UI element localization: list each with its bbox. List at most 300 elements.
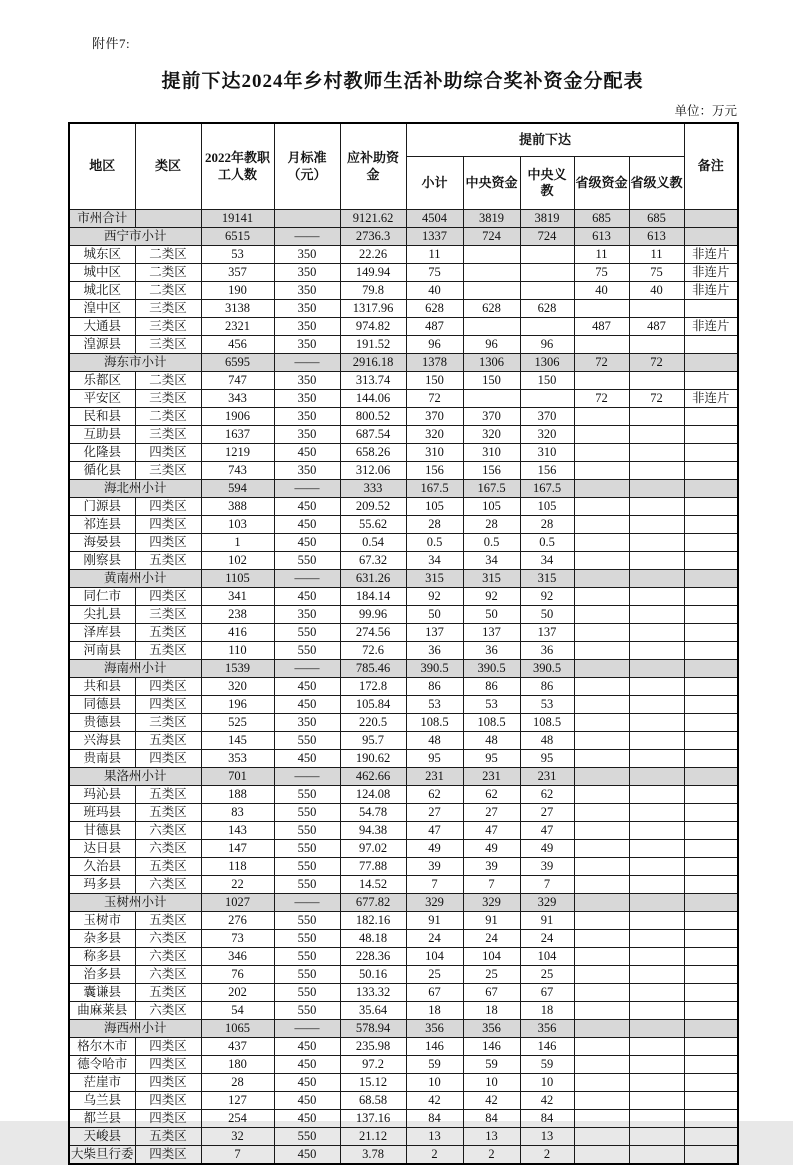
cell-provincial-fund xyxy=(574,552,629,570)
cell-subtotal: 137 xyxy=(406,624,463,642)
cell-provincial-compulsory xyxy=(629,786,684,804)
cell-provincial-compulsory xyxy=(629,408,684,426)
cell-central-fund: 1306 xyxy=(463,354,520,372)
cell-central-fund: 150 xyxy=(463,372,520,390)
cell-remark xyxy=(684,678,738,696)
cell-subtotal: 320 xyxy=(406,426,463,444)
cell-remark xyxy=(684,588,738,606)
cell-provincial-compulsory: 685 xyxy=(629,210,684,228)
cell-region: 茫崖市 xyxy=(69,1074,135,1092)
cell-staff: 76 xyxy=(201,966,274,984)
cell-central-compulsory: 92 xyxy=(520,588,574,606)
cell-provincial-compulsory xyxy=(629,588,684,606)
cell-standard: 550 xyxy=(274,624,340,642)
cell-due: 149.94 xyxy=(340,264,406,282)
cell-central-fund: 28 xyxy=(463,516,520,534)
cell-central-fund: 724 xyxy=(463,228,520,246)
cell-due: 0.54 xyxy=(340,534,406,552)
cell-central-compulsory: 231 xyxy=(520,768,574,786)
cell-provincial-fund xyxy=(574,660,629,678)
cell-central-compulsory xyxy=(520,390,574,408)
cell-remark xyxy=(684,822,738,840)
cell-category: 四类区 xyxy=(135,750,201,768)
table-row xyxy=(69,282,738,300)
cell-central-fund: 24 xyxy=(463,930,520,948)
cell-provincial-compulsory xyxy=(629,912,684,930)
cell-provincial-compulsory xyxy=(629,624,684,642)
cell-provincial-compulsory xyxy=(629,930,684,948)
cell-provincial-compulsory: 40 xyxy=(629,282,684,300)
table-row xyxy=(69,822,738,840)
cell-central-fund: 2 xyxy=(463,1146,520,1165)
cell-subtotal: 27 xyxy=(406,804,463,822)
cell-due: 97.2 xyxy=(340,1056,406,1074)
cell-staff: 32 xyxy=(201,1128,274,1146)
cell-central-compulsory: 320 xyxy=(520,426,574,444)
cell-remark xyxy=(684,768,738,786)
cell-standard: —— xyxy=(274,768,340,786)
cell-category: 三类区 xyxy=(135,336,201,354)
cell-standard: 350 xyxy=(274,282,340,300)
cell-provincial-fund xyxy=(574,912,629,930)
cell-central-compulsory: 39 xyxy=(520,858,574,876)
cell-category: 六类区 xyxy=(135,822,201,840)
cell-remark xyxy=(684,1056,738,1074)
cell-staff: 54 xyxy=(201,1002,274,1020)
cell-standard: 550 xyxy=(274,966,340,984)
cell-region: 泽库县 xyxy=(69,624,135,642)
table-row xyxy=(69,444,738,462)
cell-due: 800.52 xyxy=(340,408,406,426)
cell-due: 124.08 xyxy=(340,786,406,804)
cell-provincial-compulsory: 11 xyxy=(629,246,684,264)
table-row xyxy=(69,1020,738,1038)
cell-subtotal: 96 xyxy=(406,336,463,354)
cell-staff: 416 xyxy=(201,624,274,642)
cell-provincial-compulsory xyxy=(629,894,684,912)
cell-central-compulsory: 105 xyxy=(520,498,574,516)
cell-standard: 550 xyxy=(274,912,340,930)
cell-due: 2736.3 xyxy=(340,228,406,246)
cell-central-compulsory: 34 xyxy=(520,552,574,570)
cell-staff: 6515 xyxy=(201,228,274,246)
cell-remark xyxy=(684,876,738,894)
cell-due: 313.74 xyxy=(340,372,406,390)
cell-remark xyxy=(684,696,738,714)
cell-standard: —— xyxy=(274,570,340,588)
cell-standard: 450 xyxy=(274,534,340,552)
cell-central-compulsory: 36 xyxy=(520,642,574,660)
cell-central-fund: 0.5 xyxy=(463,534,520,552)
cell-provincial-compulsory xyxy=(629,426,684,444)
cell-staff: 53 xyxy=(201,246,274,264)
cell-remark xyxy=(684,354,738,372)
cell-due: 15.12 xyxy=(340,1074,406,1092)
cell-standard: 550 xyxy=(274,786,340,804)
cell-standard: 350 xyxy=(274,246,340,264)
cell-central-compulsory: 356 xyxy=(520,1020,574,1038)
cell-staff: 437 xyxy=(201,1038,274,1056)
cell-category: 二类区 xyxy=(135,246,201,264)
cell-remark xyxy=(684,606,738,624)
cell-central-fund: 137 xyxy=(463,624,520,642)
cell-region: 海南州小计 xyxy=(69,660,201,678)
cell-region: 贵南县 xyxy=(69,750,135,768)
table-row xyxy=(69,1074,738,1092)
cell-central-compulsory: 24 xyxy=(520,930,574,948)
cell-standard: 550 xyxy=(274,642,340,660)
cell-category: 五类区 xyxy=(135,984,201,1002)
header-advance-issue: 提前下达 xyxy=(406,123,684,157)
cell-region: 大柴旦行委 xyxy=(69,1146,135,1165)
cell-central-compulsory xyxy=(520,318,574,336)
cell-provincial-compulsory: 75 xyxy=(629,264,684,282)
cell-central-fund: 7 xyxy=(463,876,520,894)
cell-category: 五类区 xyxy=(135,642,201,660)
cell-central-fund: 34 xyxy=(463,552,520,570)
cell-standard: 450 xyxy=(274,678,340,696)
cell-provincial-fund xyxy=(574,642,629,660)
cell-category: 四类区 xyxy=(135,696,201,714)
cell-subtotal: 167.5 xyxy=(406,480,463,498)
cell-staff: 118 xyxy=(201,858,274,876)
cell-central-compulsory: 18 xyxy=(520,1002,574,1020)
cell-staff: 1539 xyxy=(201,660,274,678)
cell-region: 城东区 xyxy=(69,246,135,264)
cell-central-fund xyxy=(463,264,520,282)
cell-central-fund: 390.5 xyxy=(463,660,520,678)
table-row xyxy=(69,372,738,390)
cell-central-fund: 96 xyxy=(463,336,520,354)
cell-central-compulsory: 10 xyxy=(520,1074,574,1092)
cell-remark xyxy=(684,624,738,642)
cell-region: 囊谦县 xyxy=(69,984,135,1002)
cell-provincial-compulsory xyxy=(629,480,684,498)
cell-standard: 350 xyxy=(274,300,340,318)
cell-standard: 450 xyxy=(274,1146,340,1165)
cell-subtotal: 34 xyxy=(406,552,463,570)
cell-region: 都兰县 xyxy=(69,1110,135,1128)
cell-remark xyxy=(684,210,738,228)
cell-provincial-fund: 613 xyxy=(574,228,629,246)
cell-central-fund: 628 xyxy=(463,300,520,318)
cell-remark xyxy=(684,462,738,480)
attachment-label: 附件7: xyxy=(92,36,131,51)
cell-subtotal: 487 xyxy=(406,318,463,336)
cell-region: 玉树州小计 xyxy=(69,894,201,912)
cell-central-compulsory: 67 xyxy=(520,984,574,1002)
cell-region: 西宁市小计 xyxy=(69,228,201,246)
cell-provincial-fund xyxy=(574,336,629,354)
cell-central-compulsory: 50 xyxy=(520,606,574,624)
cell-provincial-fund: 75 xyxy=(574,264,629,282)
cell-region: 曲麻莱县 xyxy=(69,1002,135,1020)
header-region: 地区 xyxy=(69,123,135,210)
cell-remark xyxy=(684,1128,738,1146)
cell-provincial-fund xyxy=(574,858,629,876)
cell-region: 尖扎县 xyxy=(69,606,135,624)
cell-standard: 450 xyxy=(274,750,340,768)
table-row xyxy=(69,480,738,498)
cell-provincial-compulsory xyxy=(629,534,684,552)
cell-subtotal: 36 xyxy=(406,642,463,660)
cell-due: 137.16 xyxy=(340,1110,406,1128)
cell-subtotal: 1378 xyxy=(406,354,463,372)
cell-region: 格尔木市 xyxy=(69,1038,135,1056)
cell-due: 54.78 xyxy=(340,804,406,822)
cell-remark xyxy=(684,894,738,912)
cell-provincial-compulsory xyxy=(629,570,684,588)
cell-staff: 19141 xyxy=(201,210,274,228)
cell-standard: 450 xyxy=(274,588,340,606)
cell-central-fund: 3819 xyxy=(463,210,520,228)
cell-central-compulsory: 1306 xyxy=(520,354,574,372)
cell-subtotal: 86 xyxy=(406,678,463,696)
table-row xyxy=(69,768,738,786)
cell-subtotal: 146 xyxy=(406,1038,463,1056)
cell-remark xyxy=(684,660,738,678)
cell-due: 190.62 xyxy=(340,750,406,768)
cell-central-fund: 84 xyxy=(463,1110,520,1128)
table-row xyxy=(69,930,738,948)
table-row xyxy=(69,642,738,660)
cell-remark xyxy=(684,1074,738,1092)
cell-provincial-compulsory xyxy=(629,768,684,786)
table-row xyxy=(69,462,738,480)
cell-due: 274.56 xyxy=(340,624,406,642)
cell-subtotal: 50 xyxy=(406,606,463,624)
cell-due: 182.16 xyxy=(340,912,406,930)
cell-remark: 非连片 xyxy=(684,246,738,264)
cell-category: 三类区 xyxy=(135,606,201,624)
cell-due: 687.54 xyxy=(340,426,406,444)
cell-due: 94.38 xyxy=(340,822,406,840)
cell-staff: 143 xyxy=(201,822,274,840)
table-row xyxy=(69,714,738,732)
cell-standard: 450 xyxy=(274,696,340,714)
cell-subtotal: 25 xyxy=(406,966,463,984)
cell-central-compulsory: 724 xyxy=(520,228,574,246)
cell-central-fund: 370 xyxy=(463,408,520,426)
cell-region: 海东市小计 xyxy=(69,354,201,372)
cell-provincial-fund xyxy=(574,444,629,462)
cell-central-compulsory: 48 xyxy=(520,732,574,750)
cell-due: 228.36 xyxy=(340,948,406,966)
cell-provincial-compulsory xyxy=(629,1074,684,1092)
cell-central-fund: 39 xyxy=(463,858,520,876)
cell-due: 578.94 xyxy=(340,1020,406,1038)
header-central-fund: 中央资金 xyxy=(463,157,520,210)
cell-central-fund: 105 xyxy=(463,498,520,516)
cell-staff: 6595 xyxy=(201,354,274,372)
cell-category: 四类区 xyxy=(135,678,201,696)
cell-category: 五类区 xyxy=(135,624,201,642)
cell-due: 462.66 xyxy=(340,768,406,786)
table-header xyxy=(69,123,738,210)
cell-category: 三类区 xyxy=(135,462,201,480)
cell-category: 六类区 xyxy=(135,966,201,984)
cell-category: 六类区 xyxy=(135,948,201,966)
cell-central-fund: 108.5 xyxy=(463,714,520,732)
cell-region: 果洛州小计 xyxy=(69,768,201,786)
cell-provincial-fund xyxy=(574,426,629,444)
table-row xyxy=(69,894,738,912)
table-row xyxy=(69,1002,738,1020)
cell-standard: 550 xyxy=(274,858,340,876)
cell-standard: 550 xyxy=(274,804,340,822)
cell-provincial-fund: 40 xyxy=(574,282,629,300)
cell-provincial-compulsory xyxy=(629,984,684,1002)
cell-provincial-fund xyxy=(574,1110,629,1128)
table-row xyxy=(69,552,738,570)
cell-remark xyxy=(684,912,738,930)
header-monthly-standard: 月标准（元） xyxy=(274,123,340,210)
cell-provincial-compulsory xyxy=(629,498,684,516)
cell-subtotal: 62 xyxy=(406,786,463,804)
cell-staff: 1027 xyxy=(201,894,274,912)
cell-central-compulsory: 47 xyxy=(520,822,574,840)
cell-provincial-fund xyxy=(574,300,629,318)
cell-subtotal: 231 xyxy=(406,768,463,786)
cell-remark xyxy=(684,1020,738,1038)
table-row xyxy=(69,1038,738,1056)
cell-region: 乌兰县 xyxy=(69,1092,135,1110)
cell-provincial-fund xyxy=(574,678,629,696)
cell-due: 105.84 xyxy=(340,696,406,714)
cell-subtotal: 329 xyxy=(406,894,463,912)
cell-provincial-compulsory xyxy=(629,300,684,318)
cell-central-compulsory: 108.5 xyxy=(520,714,574,732)
cell-provincial-fund xyxy=(574,1020,629,1038)
cell-standard: 550 xyxy=(274,822,340,840)
cell-staff: 73 xyxy=(201,930,274,948)
cell-staff: 341 xyxy=(201,588,274,606)
header-remarks: 备注 xyxy=(684,123,738,210)
cell-remark xyxy=(684,1092,738,1110)
cell-provincial-fund xyxy=(574,714,629,732)
cell-provincial-compulsory xyxy=(629,876,684,894)
cell-provincial-compulsory xyxy=(629,372,684,390)
cell-central-fund: 62 xyxy=(463,786,520,804)
table-row xyxy=(69,318,738,336)
cell-category: 四类区 xyxy=(135,1074,201,1092)
cell-subtotal: 4504 xyxy=(406,210,463,228)
cell-standard: 350 xyxy=(274,606,340,624)
cell-due: 312.06 xyxy=(340,462,406,480)
cell-central-fund: 167.5 xyxy=(463,480,520,498)
cell-region: 化隆县 xyxy=(69,444,135,462)
cell-region: 平安区 xyxy=(69,390,135,408)
cell-staff: 388 xyxy=(201,498,274,516)
cell-staff: 202 xyxy=(201,984,274,1002)
cell-central-compulsory: 49 xyxy=(520,840,574,858)
header-category: 类区 xyxy=(135,123,201,210)
cell-provincial-compulsory xyxy=(629,1038,684,1056)
table-row xyxy=(69,660,738,678)
cell-provincial-fund: 685 xyxy=(574,210,629,228)
cell-remark xyxy=(684,570,738,588)
cell-due: 235.98 xyxy=(340,1038,406,1056)
cell-central-compulsory: 25 xyxy=(520,966,574,984)
cell-remark xyxy=(684,336,738,354)
cell-remark xyxy=(684,300,738,318)
cell-provincial-fund xyxy=(574,948,629,966)
table-row xyxy=(69,210,738,228)
cell-standard: —— xyxy=(274,1020,340,1038)
cell-due: 631.26 xyxy=(340,570,406,588)
cell-category: 四类区 xyxy=(135,1146,201,1165)
cell-provincial-fund xyxy=(574,408,629,426)
cell-remark xyxy=(684,966,738,984)
cell-remark xyxy=(684,732,738,750)
cell-provincial-compulsory xyxy=(629,336,684,354)
cell-subtotal: 92 xyxy=(406,588,463,606)
cell-provincial-compulsory xyxy=(629,822,684,840)
cell-standard: —— xyxy=(274,228,340,246)
cell-provincial-fund xyxy=(574,768,629,786)
cell-remark xyxy=(684,480,738,498)
cell-region: 天峻县 xyxy=(69,1128,135,1146)
cell-central-fund: 315 xyxy=(463,570,520,588)
cell-central-compulsory: 28 xyxy=(520,516,574,534)
cell-central-compulsory: 310 xyxy=(520,444,574,462)
unit-label: 单位：万元 xyxy=(674,104,737,118)
cell-subtotal: 390.5 xyxy=(406,660,463,678)
header-provincial-compulsory: 省级义教 xyxy=(629,157,684,210)
cell-central-fund: 156 xyxy=(463,462,520,480)
cell-due: 22.26 xyxy=(340,246,406,264)
table-row xyxy=(69,264,738,282)
cell-staff: 3138 xyxy=(201,300,274,318)
cell-remark xyxy=(684,1002,738,1020)
allocation-table xyxy=(68,122,739,1165)
cell-central-fund xyxy=(463,390,520,408)
cell-remark xyxy=(684,750,738,768)
cell-remark xyxy=(684,804,738,822)
cell-provincial-compulsory xyxy=(629,642,684,660)
cell-staff: 147 xyxy=(201,840,274,858)
cell-standard: 350 xyxy=(274,336,340,354)
cell-category: 四类区 xyxy=(135,498,201,516)
cell-subtotal: 156 xyxy=(406,462,463,480)
cell-remark xyxy=(684,642,738,660)
cell-central-fund: 320 xyxy=(463,426,520,444)
cell-provincial-compulsory xyxy=(629,840,684,858)
cell-provincial-fund xyxy=(574,534,629,552)
cell-standard: 550 xyxy=(274,1002,340,1020)
cell-central-fund: 27 xyxy=(463,804,520,822)
cell-provincial-fund: 487 xyxy=(574,318,629,336)
cell-standard: 550 xyxy=(274,840,340,858)
cell-provincial-fund xyxy=(574,786,629,804)
cell-due: 133.32 xyxy=(340,984,406,1002)
cell-region: 同仁市 xyxy=(69,588,135,606)
cell-region: 祁连县 xyxy=(69,516,135,534)
cell-subtotal: 95 xyxy=(406,750,463,768)
cell-central-compulsory: 53 xyxy=(520,696,574,714)
cell-central-compulsory: 0.5 xyxy=(520,534,574,552)
cell-standard: 450 xyxy=(274,1038,340,1056)
cell-remark xyxy=(684,786,738,804)
cell-due: 220.5 xyxy=(340,714,406,732)
cell-central-compulsory: 91 xyxy=(520,912,574,930)
cell-provincial-fund xyxy=(574,984,629,1002)
cell-subtotal: 49 xyxy=(406,840,463,858)
cell-provincial-fund xyxy=(574,624,629,642)
cell-provincial-compulsory xyxy=(629,714,684,732)
table-row xyxy=(69,354,738,372)
cell-remark xyxy=(684,1038,738,1056)
